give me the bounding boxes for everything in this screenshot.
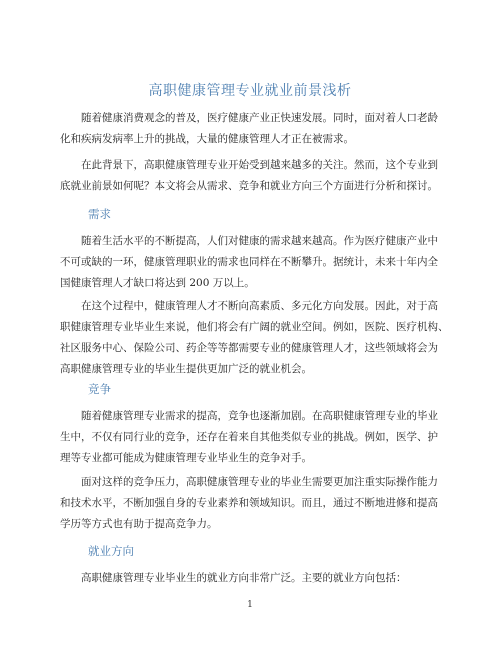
text-line: 生中，不仅有同行业的竞争，还存在着来自其他类似专业的挑战。例如，医学、护 [60,431,438,443]
competition-paragraph-2 [60,472,440,535]
text-line: 职健康管理专业毕业生来说，他们将会有广阔的就业空间。例如，医院、医疗机构、 [60,321,449,333]
section-heading-competition: 竞争 [88,382,111,396]
page-number: 1 [247,600,253,610]
text-line: 高职健康管理专业毕业生的就业方向非常广泛。主要的就业方向包括： [60,572,407,584]
section-heading-demand: 需求 [88,207,111,221]
text-line: 国健康管理人才缺口将达到 200 万以上。 [60,277,255,289]
text-line: 和技术水平，不断加强自身的专业素养和领域知识。而且，通过不断地进修和提高 [60,497,438,509]
text-line: 化和疾病发病率上升的挑战，大量的健康管理人才正在被需求。 [60,133,354,145]
section-heading-career: 就业方向 [88,544,134,558]
text-line: 不可或缺的一环，健康管理职业的需求也同样在不断攀升。据统计，未来十年内全 [60,256,438,268]
text-line: 在这个过程中，健康管理人才不断向高素质、多元化方向发展。因此，对于高 [60,300,438,312]
text-line: 学历等方式也有助于提高竞争力。 [60,518,218,530]
text-line: 面对这样的竞争压力，高职健康管理专业的毕业生需要更加注重实际操作能力 [60,476,438,488]
document-title: 高职健康管理专业就业前景浅析 [148,83,352,99]
intro-paragraph-2 [60,155,440,197]
text-line: 在此背景下，高职健康管理专业开始受到越来越多的关注。然而，这个专业到 [60,159,438,171]
text-line: 社区服务中心、保险公司、药企等等都需要专业的健康管理人才，这些领域将会为 [60,342,438,354]
text-line: 随着生活水平的不断提高，人们对健康的需求越来越高。作为医疗健康产业中 [60,235,438,247]
text-line: 随着健康管理专业需求的提高，竞争也逐渐加剧。在高职健康管理专业的毕业 [60,410,438,422]
demand-paragraph-2 [60,296,449,380]
career-paragraph-1 [60,568,440,589]
demand-paragraph-1 [60,231,440,294]
text-line: 底就业前景如何呢？本文将会从需求、竞争和就业方向三个方面进行分析和探讨。 [60,180,438,192]
intro-paragraph-1 [60,108,440,150]
text-line: 理等专业都可能成为健康管理专业毕业生的竞争对手。 [60,452,312,464]
text-line: 随着健康消费观念的普及，医疗健康产业正快速发展。同时，面对着人口老龄 [60,112,438,124]
text-line: 高职健康管理专业的毕业生提供更加广泛的就业机会。 [60,363,312,375]
competition-paragraph-1 [60,406,440,469]
